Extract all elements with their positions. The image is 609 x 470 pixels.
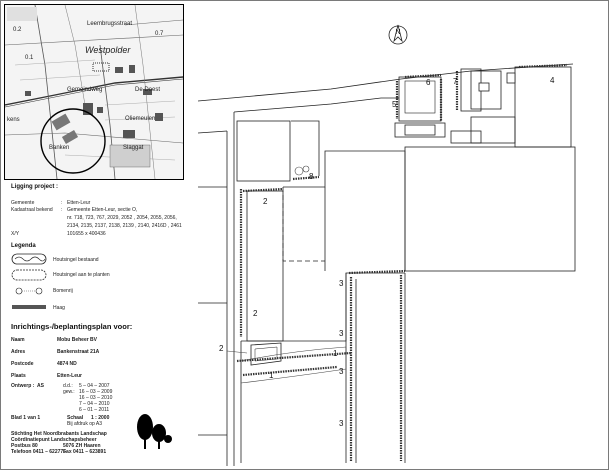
map-label-place: Banken	[49, 145, 70, 151]
map-label-num-a: 0.1	[25, 55, 34, 61]
legend-item-2: Houtsingel aan te planten	[53, 272, 110, 278]
org-line-2: Coördinatiepunt Landschapsbeheer	[11, 437, 97, 443]
colon: :	[61, 200, 63, 206]
ontwerp-value: AS	[37, 383, 44, 389]
kadastraal-key: Kadastraal bekend	[11, 207, 53, 213]
plan-label-5: 5	[392, 100, 397, 109]
schaal-key: Schaal	[67, 415, 84, 421]
xy-key: X/Y	[11, 231, 20, 237]
postcode-key: Postcode	[11, 361, 34, 367]
map-label-num-b: 0.2	[13, 27, 22, 33]
map-label-road-b: De Doest	[135, 87, 161, 93]
adres-key: Adres	[11, 349, 26, 355]
date-2: 16 – 03 – 2009	[79, 389, 113, 395]
plan-label-1b: 1	[333, 349, 338, 358]
map-label-road-c: Slaggat	[123, 145, 144, 151]
map-label-left: kens	[7, 117, 20, 123]
legenda-title: Legenda	[11, 243, 36, 249]
plan-label-7: 7	[453, 77, 458, 86]
plan-label-8: 8	[309, 172, 314, 181]
org-postbus: Postbus 80	[11, 443, 38, 449]
org-line-1: Stichting Het Noordbrabants Landschap	[11, 431, 107, 437]
legend-item-1: Houtsingel bestaand	[53, 257, 99, 263]
date-5: 6 – 01 – 2011	[79, 407, 110, 413]
plan-label-3d: 3	[339, 419, 344, 428]
xy-value: 101655 x 400436	[67, 231, 106, 237]
org-telefoon: Telefoon 0411 – 622775	[11, 449, 66, 455]
adres-value: Bankenstraat 21A	[57, 349, 100, 355]
kadastraal-line-2: nr. 718, 723, 767, 2029, 2052 , 2054, 2055, 2056,	[67, 215, 177, 221]
gemeente-key: Gemeente	[11, 200, 35, 206]
plaats-value: Etten-Leur	[57, 373, 82, 379]
blad: Blad 1 van 1	[11, 415, 41, 421]
plan-label-2b: 2	[253, 309, 258, 318]
colon: :	[61, 207, 63, 213]
legend-item-4: Haag	[53, 305, 65, 311]
schaal-value: 1 : 2000	[91, 415, 110, 421]
legend-item-3: Bomenrij	[53, 288, 73, 294]
ontwerp-key: Ontwerp :	[11, 383, 35, 389]
plan-label-1a: 1	[269, 371, 274, 380]
kadastraal-line-3: 2134, 2135, 2137, 2138, 2139 , 2140, 2416D , 2461	[67, 223, 182, 229]
map-label-farm: Oliemeulen	[125, 116, 156, 122]
north-letter: N	[395, 29, 401, 36]
date-key-2: gew.:	[63, 389, 75, 395]
org-fax: Fax 0411 – 623891	[63, 449, 107, 455]
map-label-area: Westpolder	[85, 45, 131, 55]
date-4: 7 – 04 – 2010	[79, 401, 110, 407]
plan-title: Inrichtings-/beplantingsplan voor:	[11, 322, 133, 331]
map-label-road-a: Gemeindweg	[67, 87, 103, 93]
postcode-value: 4874 ND	[57, 361, 77, 367]
plan-label-3c: 3	[339, 367, 344, 376]
plan-label-2c: 2	[219, 344, 224, 353]
org-postcode: 5076 ZH Haaren	[63, 443, 101, 449]
naam-value: Mobu Beheer BV	[57, 337, 98, 343]
map-label-num-c: 0.7	[155, 31, 164, 37]
date-3: 16 – 03 – 2010	[79, 395, 113, 401]
plan-label-3b: 3	[339, 329, 344, 338]
plan-label-2a: 2	[263, 197, 268, 206]
date-key-1: d.d.:	[63, 383, 73, 389]
plaats-key: Plaats	[11, 373, 26, 379]
afdruk-note: Bij afdruk op A3	[67, 421, 103, 427]
plan-label-4: 4	[550, 76, 555, 85]
plan-label-3a: 3	[339, 279, 344, 288]
ligging-title: Ligging project :	[11, 184, 58, 190]
naam-key: Naam	[11, 337, 25, 343]
site-plan	[1, 1, 609, 470]
date-1: 5 – 04 – 2007	[79, 383, 110, 389]
map-label-top: Leembrugsstraat	[87, 21, 133, 27]
plan-label-6: 6	[426, 78, 431, 87]
kadastraal-value: Gemeente Etten-Leur, sectie O,	[67, 207, 138, 213]
gemeente-value: Etten-Leur	[67, 200, 91, 206]
